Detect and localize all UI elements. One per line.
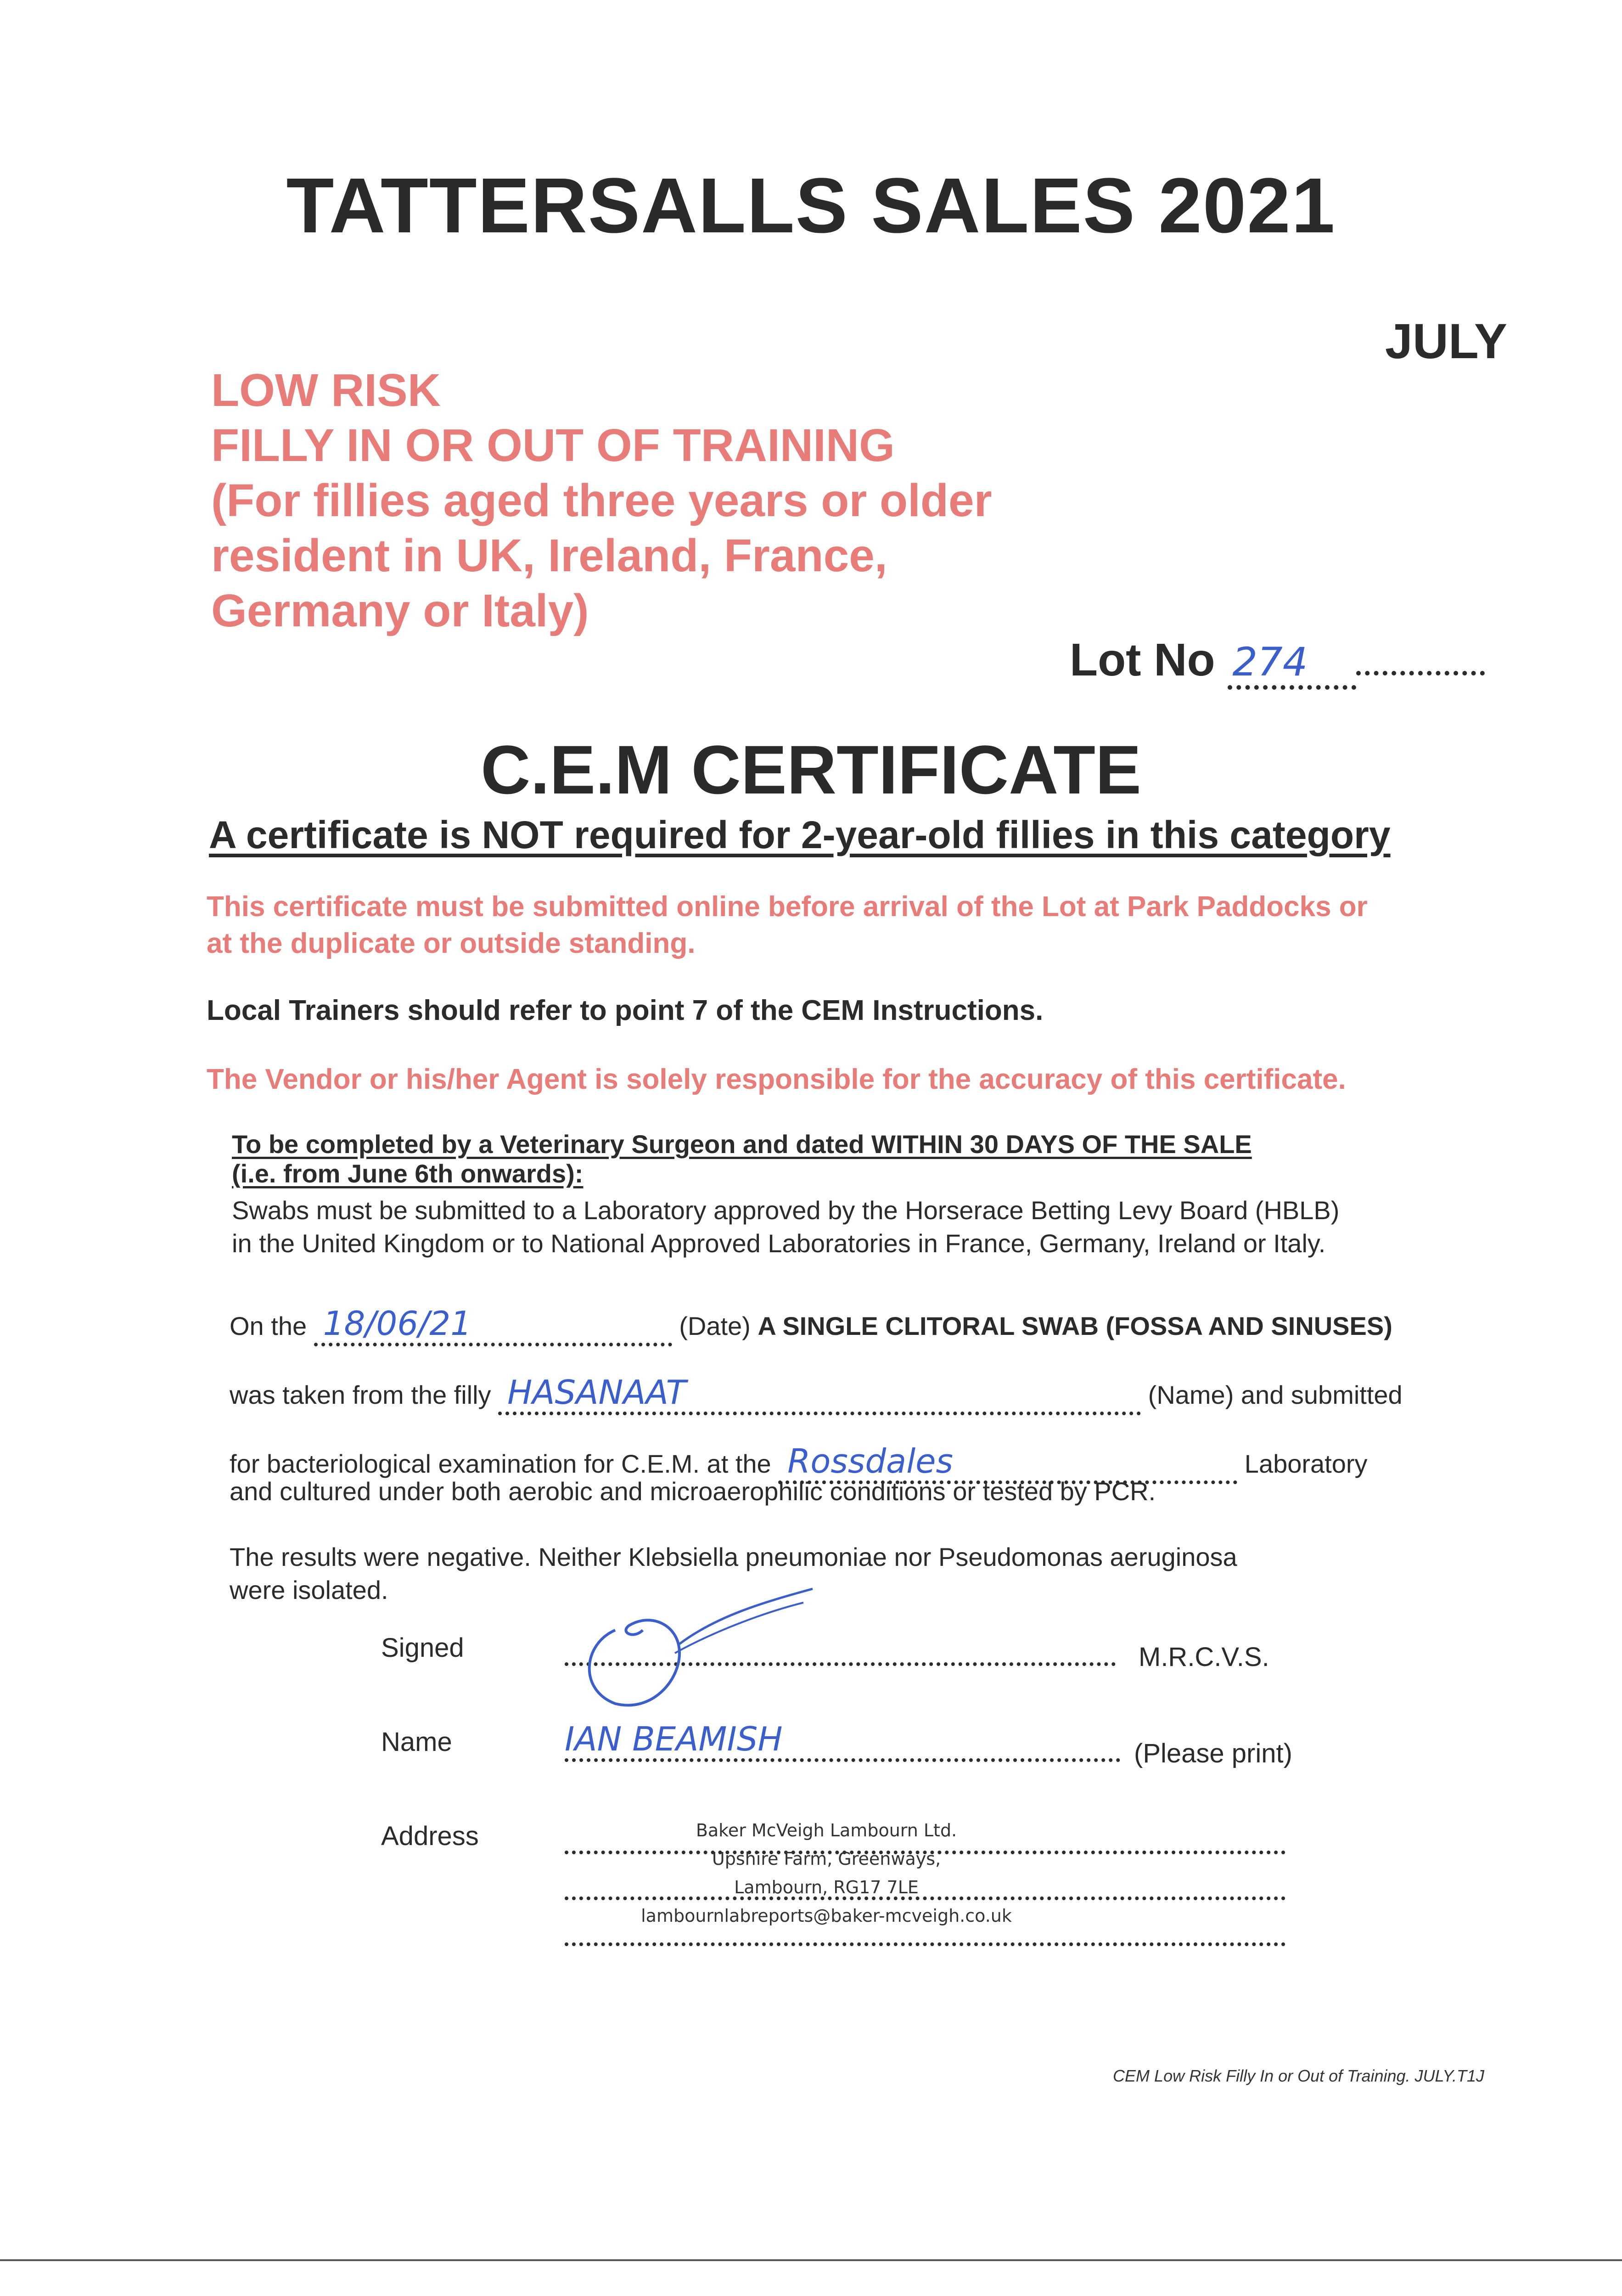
sale-month: JULY	[1385, 313, 1507, 369]
page-bottom-rule	[0, 2259, 1622, 2261]
category-block	[211, 363, 992, 638]
cultured-text: and cultured under both aerobic and microaerophilic conditions or tested by PCR.	[230, 1477, 1156, 1506]
category-line: (For fillies aged three years or older	[211, 475, 992, 526]
lot-dotted-line	[1356, 671, 1485, 675]
results-line: The results were negative. Neither Klebsiella pneumoniae nor Pseudomonas aeruginosa	[230, 1542, 1237, 1571]
signature-mark	[565, 1575, 822, 1722]
address-stamp-line: lambournlabreports@baker-mcveigh.co.uk	[641, 1906, 1012, 1926]
on-the-label: On the	[230, 1311, 307, 1340]
vet-instructions-heading	[232, 1130, 1252, 1188]
date-field[interactable]	[314, 1304, 672, 1346]
category-line: resident in UK, Ireland, France,	[211, 530, 887, 581]
swabs-line: Swabs must be submitted to a Laboratory approved by the Horserace Betting Levy Board (HBLB)	[232, 1196, 1340, 1225]
lot-label: Lot No	[1070, 634, 1215, 686]
submission-line: This certificate must be submitted online before arrival of the Lot at Park Paddocks or	[207, 891, 1368, 923]
category-line: FILLY IN OR OUT OF TRAINING	[211, 420, 895, 471]
date-label: (Date)	[679, 1311, 751, 1340]
address-line-3[interactable]	[565, 1942, 1285, 1946]
heading-line: To be completed by a Veterinary Surgeon and dated WITHIN 30 DAYS OF THE SALE	[232, 1130, 1252, 1159]
laboratory-label: Laboratory	[1244, 1449, 1368, 1478]
not-required-notice: A certificate is NOT required for 2-year-old fillies in this category	[209, 813, 1391, 856]
filly-row	[230, 1373, 1403, 1415]
vet-name-value: IAN BEAMISH	[565, 1720, 783, 1758]
name-label: Name	[381, 1727, 452, 1757]
local-trainers-note: Local Trainers should refer to point 7 of the CEM Instructions.	[207, 995, 1044, 1026]
name-submitted-label: (Name) and submitted	[1148, 1380, 1403, 1409]
document-title: TATTERSALLS SALES 2021	[286, 162, 1336, 249]
submission-notice	[207, 889, 1368, 962]
swabs-instructions	[232, 1194, 1339, 1260]
please-print-label: (Please print)	[1134, 1739, 1292, 1768]
filly-name-value: HASANAAT	[507, 1373, 686, 1412]
lot-value[interactable]: 274	[1228, 639, 1356, 690]
address-stamp-line: Baker McVeigh Lambourn Ltd.	[696, 1820, 957, 1840]
submission-line: at the duplicate or outside standing.	[207, 928, 696, 959]
address-stamp	[565, 1816, 1088, 1930]
form-code-footer: CEM Low Risk Filly In or Out of Training. JULY.T1J	[1113, 2066, 1484, 2085]
exam-label: for bacteriological examination for C.E.M. at the	[230, 1449, 771, 1478]
laboratory-value: Rossdales	[787, 1442, 953, 1480]
address-label: Address	[381, 1821, 479, 1851]
swabs-line: in the United Kingdom or to National Approved Laboratories in France, Germany, Ireland or Italy.	[232, 1229, 1326, 1258]
swab-description: A SINGLE CLITORAL SWAB (FOSSA AND SINUSES)	[758, 1311, 1392, 1340]
results-line: were isolated.	[230, 1576, 388, 1604]
lot-number-field	[1070, 634, 1485, 690]
filly-label: was taken from the filly	[230, 1380, 491, 1409]
date-value: 18/06/21	[323, 1304, 472, 1343]
certificate-title: C.E.M CERTIFICATE	[481, 731, 1141, 808]
filly-name-field[interactable]	[498, 1373, 1141, 1415]
heading-line: (i.e. from June 6th onwards):	[232, 1159, 584, 1188]
vendor-note: The Vendor or his/her Agent is solely responsible for the accuracy of this certificate.	[207, 1064, 1346, 1095]
signed-label: Signed	[381, 1633, 464, 1663]
date-row	[230, 1304, 1392, 1346]
category-line: LOW RISK	[211, 365, 441, 416]
address-stamp-line: Lambourn, RG17 7LE	[734, 1877, 919, 1897]
vet-name-field[interactable]	[565, 1720, 1120, 1762]
mrcvs-label: M.R.C.V.S.	[1139, 1642, 1269, 1672]
category-line: Germany or Italy)	[211, 585, 589, 636]
address-stamp-line: Upshire Farm, Greenways,	[712, 1849, 941, 1869]
